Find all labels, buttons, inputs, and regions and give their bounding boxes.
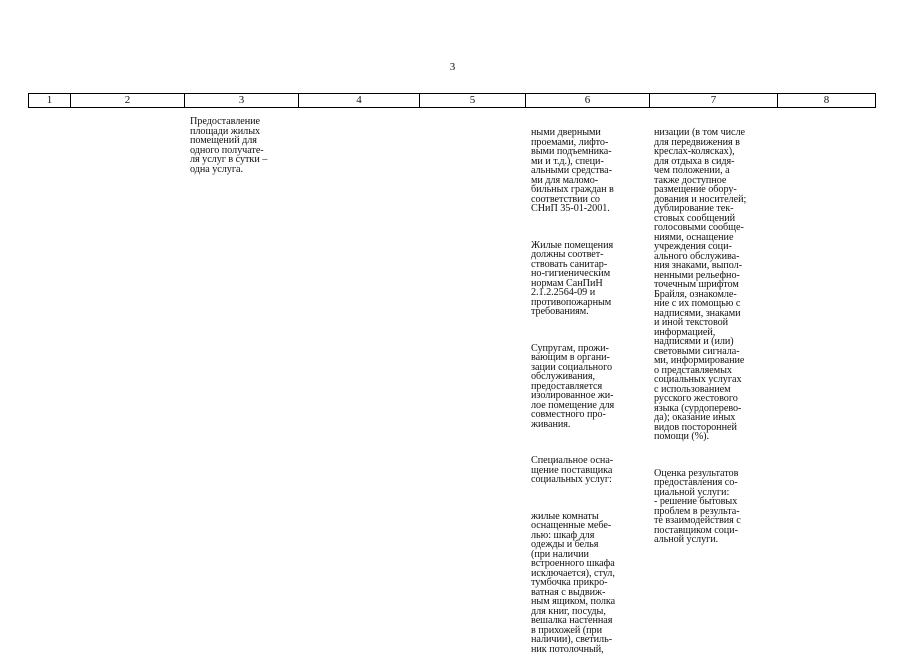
col6-paragraph-2: Жилые помещения должны соответ- ствовать санитар- но-гигиеническим нормам СанПиН 2.1.2.2564-09 и противопожарным требованиям. (531, 239, 614, 317)
header-col-4: 4 (299, 94, 420, 107)
table-header-row (28, 93, 876, 108)
header-col-7: 7 (650, 94, 778, 107)
col7-text (654, 109, 746, 562)
header-col-6: 6 (526, 94, 650, 107)
col3-text: Предоставление площади жилых помещений для одного получате- ля услуг в сутки – одна услуга. (190, 116, 268, 175)
col6-text (531, 109, 615, 672)
col7-paragraph-1: низации (в том числе для передвижения в креслах-колясках), для отдыха в сидя- чем положении, а также доступное размещение обору- дования и носителей; дублирование тек- стовых сообщений голосовыми сообще- ниями, оснащение учреждения соци- ального обслужива- ния знаками, выпол- ненными рельефно- точечным шрифтом Брайля, ознакомле- ние с их помощью с надписями, знаками и иной текстовой информацией, надписями и (или) световыми сигнала- ми, информирование о представляемых социальных услугах с использованием русского жестового языка (сурдоперево- да); оказание иных видов посторонней помощи (%). (654, 127, 747, 442)
col6-paragraph-3: Супругам, прожи- вающим в органи- зации социального обслуживания, предоставляется изолированное жи- лое помещение для совместного про- живания. (531, 342, 615, 430)
col6-paragraph-4: Специальное осна- щение поставщика социальных услуг: (531, 455, 614, 485)
header-col-1: 1 (29, 94, 71, 107)
header-col-8: 8 (823, 94, 830, 106)
col6-paragraph-5: жилые комнаты оснащенные мебе- лью: шкаф для одежды и белья (при наличии встроенного шкафа исключается), стул, тумбочка прикро- ватная с выдвиж- ным ящиком, полка для книг, посуды, вешалка настенная в прихожей (при наличии), светиль- ник потолочный, (531, 510, 616, 655)
header-col-2: 2 (71, 94, 185, 107)
col6-paragraph-1: ными дверными проемами, лифто- выми подъемника- ми и т.д.), специ- альными средства- ми для маломо- бильных граждан в соответствии со СНиП 35-01-2001. (531, 127, 614, 214)
header-col-3: 3 (185, 94, 299, 107)
header-col-5: 5 (420, 94, 526, 107)
page-number: 3 (449, 61, 456, 73)
col7-paragraph-2: Оценка результатов предоставления со- циальной услуги: - решение бытовых проблем в результа- те взаимодействия с поставщиком соци- альной услуги. (654, 467, 741, 545)
